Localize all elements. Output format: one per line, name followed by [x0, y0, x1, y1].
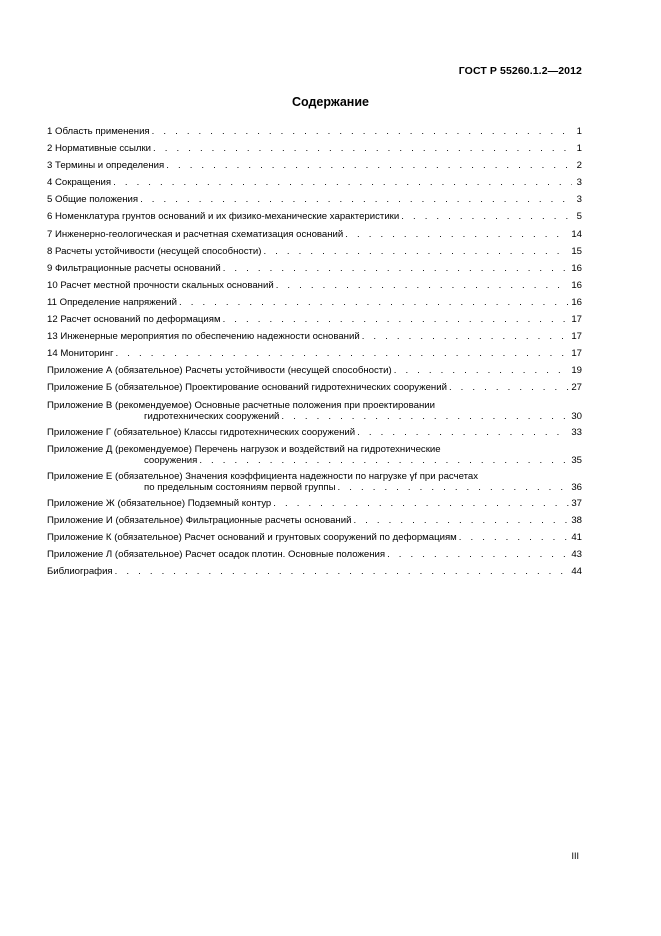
toc-entry[interactable] [47, 331, 582, 342]
toc-entry[interactable] [47, 566, 582, 577]
toc-entry-line [47, 229, 569, 240]
toc-entry-text [47, 515, 569, 526]
toc-entry-label: по предельным состояниям первой группы [144, 481, 336, 493]
toc-entry-label: 14 Мониторинг [47, 348, 114, 360]
toc-title: Содержание [291, 95, 369, 109]
toc-entry-text [47, 566, 569, 577]
toc-entry-label: 9 Фильтрационные расчеты оснований [47, 262, 221, 274]
toc-leader-dots [387, 549, 569, 560]
toc-leader-dots [153, 143, 572, 154]
toc-entry-page-number: 16 [571, 262, 582, 274]
toc-entry-label: гидротехнических сооружений [144, 410, 280, 422]
toc-entry-label: Приложение Е (обязательное) Значения коэффициента надежности по нагрузке γf при расчетах [47, 470, 479, 482]
toc-entry-line [47, 549, 569, 560]
toc-entry-line [47, 211, 572, 222]
toc-leader-dots [140, 194, 572, 205]
toc-entry-text [47, 314, 569, 325]
toc-entry[interactable] [47, 427, 582, 438]
toc-entry[interactable] [47, 160, 582, 171]
toc-entry-line [47, 365, 569, 376]
toc-entry-line [47, 297, 569, 308]
toc-entry[interactable] [47, 246, 582, 257]
toc-entry-text [47, 348, 569, 359]
toc-entry-line [47, 331, 569, 342]
toc-entry-label: 1 Область применения [47, 126, 150, 137]
toc-entry-label: сооружения [144, 454, 198, 466]
toc-entry-label: Приложение Б (обязательное) Проектирование оснований гидротехнических сооружений [47, 382, 447, 394]
toc-entry-label: Приложение И (обязательное) Фильтрационные расчеты оснований [47, 514, 352, 526]
toc-entry-label: Библиография [47, 565, 113, 577]
toc-entry-text [47, 471, 569, 493]
toc-entry-label: 7 Инженерно-геологическая и расчетная схематизация оснований [47, 228, 344, 240]
toc-entry-text [47, 331, 569, 342]
toc-entry[interactable] [47, 177, 582, 188]
toc-leader-dots [338, 482, 570, 493]
toc-entry[interactable] [47, 263, 582, 274]
toc-entry-text [47, 532, 569, 543]
toc-leader-dots [401, 211, 572, 222]
toc-entry-line [47, 314, 569, 325]
toc-entry-label: Приложение В (рекомендуемое) Основные расчетные положения при проектировании [47, 399, 435, 411]
toc-entry-page-number: 2 [576, 160, 582, 172]
toc-entry-text [47, 194, 572, 205]
toc-leader-dots [223, 263, 570, 274]
toc-entry-page-number: 15 [571, 245, 582, 257]
toc-entry-label: 3 Термины и определения [47, 160, 165, 172]
toc-entry-page-number: 43 [571, 548, 582, 560]
toc-entry-text [47, 382, 569, 393]
toc-entry-line [47, 400, 569, 411]
toc-leader-dots [281, 411, 569, 422]
toc-entry-text [47, 365, 569, 376]
toc-entry-text [47, 444, 569, 466]
toc-entry-page-number: 41 [571, 531, 582, 543]
toc-leader-dots [263, 246, 569, 257]
page-number: III [571, 851, 579, 861]
toc-entry[interactable] [47, 280, 582, 291]
toc-leader-dots [362, 331, 570, 342]
toc-entry-label: 13 Инженерные мероприятия по обеспечению надежности оснований [47, 331, 360, 343]
toc-entry-page-number: 3 [576, 194, 582, 206]
toc-entry[interactable] [47, 444, 582, 466]
toc-leader-dots [179, 297, 569, 308]
toc-entry[interactable] [47, 297, 582, 308]
toc-entry-text [47, 498, 569, 509]
toc-entry-line [47, 143, 572, 154]
toc-entry-label: 2 Нормативные ссылки [47, 143, 152, 155]
toc-entry-line [47, 160, 572, 171]
toc-entry-page-number: 1 [576, 126, 582, 137]
toc-leader-dots [394, 365, 570, 376]
toc-leader-dots [115, 566, 570, 577]
toc-entry-label: 12 Расчет оснований по деформациям [47, 314, 221, 326]
toc-entry-label: Приложение Л (обязательное) Расчет осадок плотин. Основные положения [47, 548, 386, 560]
toc-entry[interactable] [47, 229, 582, 240]
toc-entry[interactable] [47, 194, 582, 205]
toc-entry-text [47, 143, 572, 154]
toc-entry-line [47, 482, 569, 493]
toc-entry-label: 8 Расчеты устойчивости (несущей способности) [47, 245, 262, 257]
toc-leader-dots [273, 498, 569, 509]
toc-entry[interactable] [47, 515, 582, 526]
toc-leader-dots [353, 515, 569, 526]
toc-entry-text [47, 246, 569, 257]
toc-entry[interactable] [47, 471, 582, 493]
toc-entry[interactable] [47, 365, 582, 376]
toc-entry-text [47, 160, 572, 171]
toc-entry-page-number: 38 [571, 514, 582, 526]
toc-entry[interactable] [47, 400, 582, 422]
toc-entry-page-number: 16 [571, 296, 582, 308]
toc-entry-line [47, 177, 572, 188]
toc-entry-line [47, 411, 569, 422]
toc-entry-text [47, 427, 569, 438]
toc-entry[interactable] [47, 498, 582, 509]
toc-entry[interactable] [47, 382, 582, 393]
toc-entry-line [47, 427, 569, 438]
toc-entry-line [47, 515, 569, 526]
toc-entry-page-number: 35 [571, 454, 582, 466]
toc-leader-dots [276, 280, 570, 291]
toc-entry-line [47, 532, 569, 543]
toc-leader-dots [223, 314, 570, 325]
table-of-contents [47, 126, 582, 583]
toc-entry-text [47, 400, 569, 422]
toc-entry[interactable] [47, 549, 582, 560]
toc-entry-text [47, 177, 572, 188]
toc-entry-text [47, 126, 572, 137]
toc-entry-label: Приложение Ж (обязательное) Подземный контур [47, 497, 272, 509]
toc-entry-label: 4 Сокращения [47, 177, 112, 189]
toc-leader-dots [449, 382, 569, 393]
toc-entry-page-number: 14 [571, 228, 582, 240]
toc-entry-line [47, 126, 572, 137]
toc-entry-line [47, 471, 569, 482]
toc-entry-line [47, 444, 569, 455]
toc-entry-page-number: 16 [571, 279, 582, 291]
toc-entry-line [47, 246, 569, 257]
toc-entry-label: 5 Общие положения [47, 194, 139, 206]
toc-entry-label: Приложение Г (обязательное) Классы гидротехнических сооружений [47, 426, 356, 438]
toc-entry-page-number: 1 [576, 143, 582, 155]
toc-leader-dots [357, 427, 569, 438]
toc-entry-label: Приложение Д (рекомендуемое) Перечень нагрузок и воздействий на гидротехнические [47, 443, 441, 455]
toc-entry-text [47, 229, 569, 240]
toc-entry[interactable] [47, 348, 582, 359]
toc-leader-dots [113, 177, 572, 188]
toc-entry-text [47, 263, 569, 274]
toc-entry-line [47, 263, 569, 274]
toc-entry-text [47, 280, 569, 291]
toc-entry[interactable] [47, 143, 582, 154]
toc-entry[interactable] [47, 314, 582, 325]
toc-leader-dots [199, 455, 569, 466]
toc-entry-label: Приложение А (обязательное) Расчеты устойчивости (несущей способности) [47, 365, 392, 377]
toc-entry-label: 10 Расчет местной прочности скальных оснований [47, 279, 274, 291]
toc-entry-line [47, 455, 569, 466]
document-code: ГОСТ Р 55260.1.2—2012 [458, 65, 582, 77]
toc-leader-dots [166, 160, 572, 171]
toc-entry-text [47, 211, 572, 222]
toc-entry-line [47, 498, 569, 509]
toc-entry-text [47, 297, 569, 308]
toc-entry-line [47, 280, 569, 291]
toc-entry-page-number: 17 [571, 314, 582, 326]
toc-entry-page-number: 5 [576, 211, 582, 223]
toc-entry-label: Приложение К (обязательное) Расчет оснований и грунтовых сооружений по деформациям [47, 531, 457, 543]
toc-entry-page-number: 33 [571, 426, 582, 438]
toc-entry-page-number: 19 [571, 365, 582, 377]
toc-entry-line [47, 566, 569, 577]
toc-leader-dots [116, 348, 570, 359]
toc-entry-page-number: 3 [576, 177, 582, 189]
toc-entry-page-number: 44 [571, 565, 582, 577]
toc-entry[interactable] [47, 126, 582, 137]
toc-entry-page-number: 37 [571, 497, 582, 509]
toc-entry[interactable] [47, 532, 582, 543]
toc-entry-page-number: 17 [571, 348, 582, 360]
toc-entry[interactable] [47, 211, 582, 222]
toc-entry-page-number: 30 [571, 410, 582, 422]
toc-entry-line [47, 194, 572, 205]
toc-leader-dots [459, 532, 570, 543]
toc-entry-page-number: 36 [571, 481, 582, 493]
toc-leader-dots [152, 126, 572, 137]
toc-entry-page-number: 17 [571, 331, 582, 343]
toc-entry-line [47, 382, 569, 393]
toc-entry-label: 6 Номенклатура грунтов оснований и их физико-механические характеристики [47, 211, 400, 223]
toc-entry-label: 11 Определение напряжений [47, 296, 177, 308]
toc-entry-page-number: 27 [571, 382, 582, 394]
toc-leader-dots [345, 229, 569, 240]
toc-entry-line [47, 348, 569, 359]
toc-entry-text [47, 549, 569, 560]
